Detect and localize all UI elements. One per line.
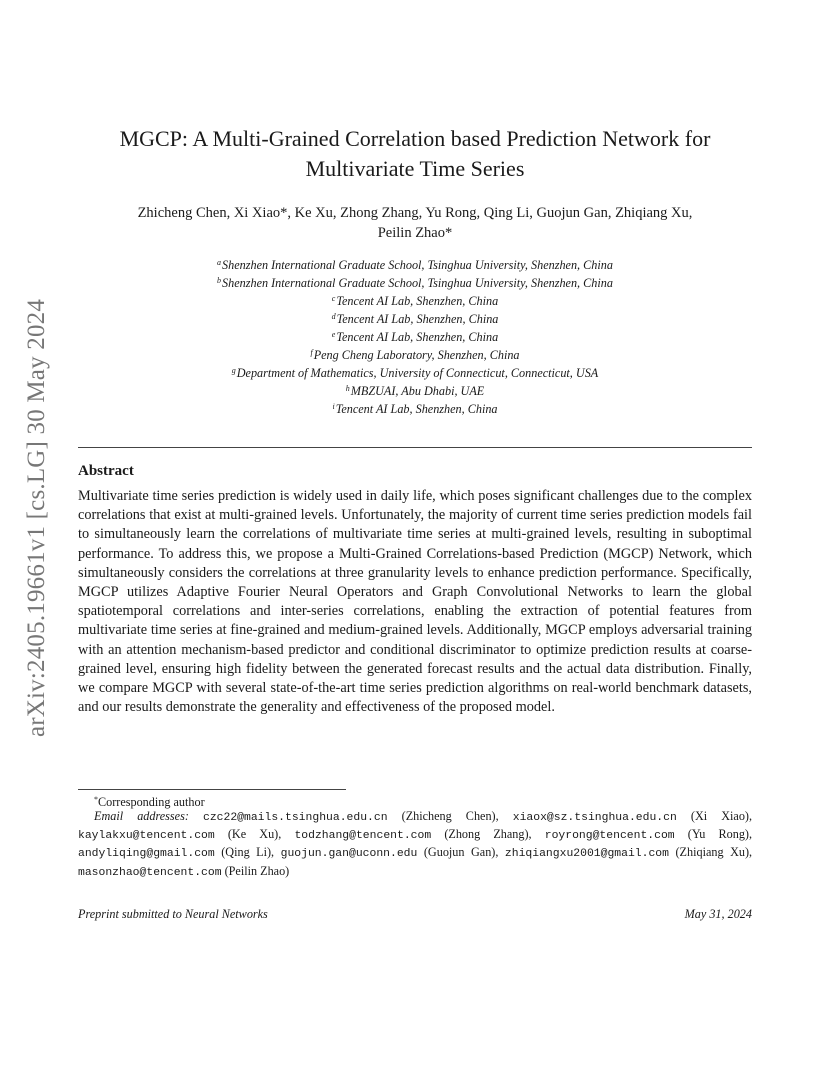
preprint-note: Preprint submitted to Neural Networks <box>78 907 268 921</box>
affiliation-text: MBZUAI, Abu Dhabi, UAE <box>350 384 485 398</box>
email-owner: (Yu Rong), <box>687 827 753 842</box>
affiliation-text: Tencent AI Lab, Shenzhen, China <box>335 402 498 416</box>
affiliation-text: Shenzhen International Graduate School, Tsinghua University, Shenzhen, China <box>222 258 613 272</box>
email-address[interactable]: zhiqiangxu2001@gmail.com <box>504 848 669 861</box>
email-owner: (Qing Li), <box>221 845 275 860</box>
affiliation-list <box>78 255 752 417</box>
arxiv-identifier-stamp: arXiv:2405.19661v1 [cs.LG] 30 May 2024 <box>23 298 50 738</box>
email-address[interactable]: andyliqing@gmail.com <box>78 848 215 861</box>
email-owner: (Zhiqiang Xu), <box>675 845 753 860</box>
affiliation-mark: f <box>310 348 313 357</box>
title-line: Multivariate Time Series <box>305 156 525 181</box>
author-list <box>78 203 752 243</box>
affiliation-text: Department of Mathematics, University of Connecticut, Connecticut, USA <box>236 366 599 380</box>
affiliation-item <box>78 255 752 273</box>
paper-title <box>78 124 752 184</box>
email-footnote <box>78 808 752 881</box>
affiliation-mark: e <box>331 330 336 339</box>
affiliation-item <box>78 327 752 345</box>
affiliation-item <box>78 399 752 417</box>
email-owner: (Ke Xu), <box>227 827 282 842</box>
affiliation-mark: a <box>217 258 222 267</box>
email-owner: (Zhong Zhang), <box>444 827 532 842</box>
email-owner: (Guojun Gan), <box>423 845 499 860</box>
affiliation-item <box>78 381 752 399</box>
author-line: Zhicheng Chen, Xi Xiao*, Ke Xu, Zhong Zhang, Yu Rong, Qing Li, Guojun Gan, Zhiqiang Xu, <box>137 205 693 221</box>
email-owner: (Peilin Zhao) <box>224 863 290 878</box>
email-address[interactable]: masonzhao@tencent.com <box>78 866 222 879</box>
affiliation-item <box>78 291 752 309</box>
affiliation-text: Tencent AI Lab, Shenzhen, China <box>336 312 499 326</box>
footnote-divider <box>78 789 346 790</box>
footnote-text: Corresponding author <box>98 795 205 809</box>
email-owner: (Zhicheng Chen), <box>401 809 499 823</box>
abstract-heading: Abstract <box>78 463 134 479</box>
affiliation-item <box>78 273 752 291</box>
affiliation-item <box>78 309 752 327</box>
affiliation-mark: h <box>345 384 350 393</box>
title-line: MGCP: A Multi-Grained Correlation based Prediction Network for <box>119 126 711 151</box>
affiliation-mark: g <box>231 366 236 375</box>
abstract-divider <box>78 447 752 448</box>
affiliation-mark: b <box>217 276 222 285</box>
author-line: Peilin Zhao* <box>377 225 453 241</box>
email-address[interactable]: xiaox@sz.tsinghua.edu.cn <box>512 812 677 824</box>
email-address[interactable]: guojun.gan@uconn.edu <box>280 848 418 861</box>
email-address[interactable]: kaylakxu@tencent.com <box>78 830 215 843</box>
affiliation-mark: i <box>332 402 335 411</box>
affiliation-text: Shenzhen International Graduate School, Tsinghua University, Shenzhen, China <box>222 276 613 290</box>
email-owner: (Xi Xiao), <box>690 809 753 823</box>
affiliation-item <box>78 363 752 381</box>
affiliation-mark: c <box>331 294 336 303</box>
affiliation-text: Peng Cheng Laboratory, Shenzhen, China <box>313 348 520 362</box>
email-address[interactable]: czc22@mails.tsinghua.edu.cn <box>202 812 388 824</box>
affiliation-text: Tencent AI Lab, Shenzhen, China <box>336 294 499 308</box>
preprint-date: May 31, 2024 <box>684 907 752 921</box>
footnote-mark: * <box>94 795 98 804</box>
affiliation-text: Tencent AI Lab, Shenzhen, China <box>336 330 499 344</box>
email-label: Email addresses: <box>94 809 189 823</box>
affiliation-item <box>78 345 752 363</box>
abstract-body: Multivariate time series prediction is widely used in daily life, which poses significant challenges due to the complex correlations that exist at multi-grained levels. Unfortunately, the majority of current time series prediction models fail to simultaneously learn the correlations of multivariate time series at multi-grained levels, resulting in suboptimal performance. To address this, we propose a Multi-Grained Correlations-based Prediction (MGCP) Network, which simultaneously considers the correlations at three granularity levels to enhance prediction performance. Specifically, MGCP utilizes Adaptive Fourier Neural Operators and Graph Convolutional Networks to learn the global spatiotemporal correlations and inter-series correlations, enabling the extraction of potential features from multivariate time series at fine-grained and medium-grained levels. Additionally, MGCP employs adversarial training with an attention mechanism-based predictor and conditional discriminator to optimize prediction results at coarse-grained level, ensuring high fidelity between the generated forecast results and the actual data distribution. Finally, we compare MGCP with several state-of-the-art time series prediction algorithms on real-world benchmark datasets, and our results demonstrate the generality and effectiveness of the proposed model. <box>78 488 752 716</box>
affiliation-mark: d <box>331 312 336 321</box>
email-address[interactable]: royrong@tencent.com <box>544 830 675 843</box>
email-address[interactable]: todzhang@tencent.com <box>294 830 432 843</box>
